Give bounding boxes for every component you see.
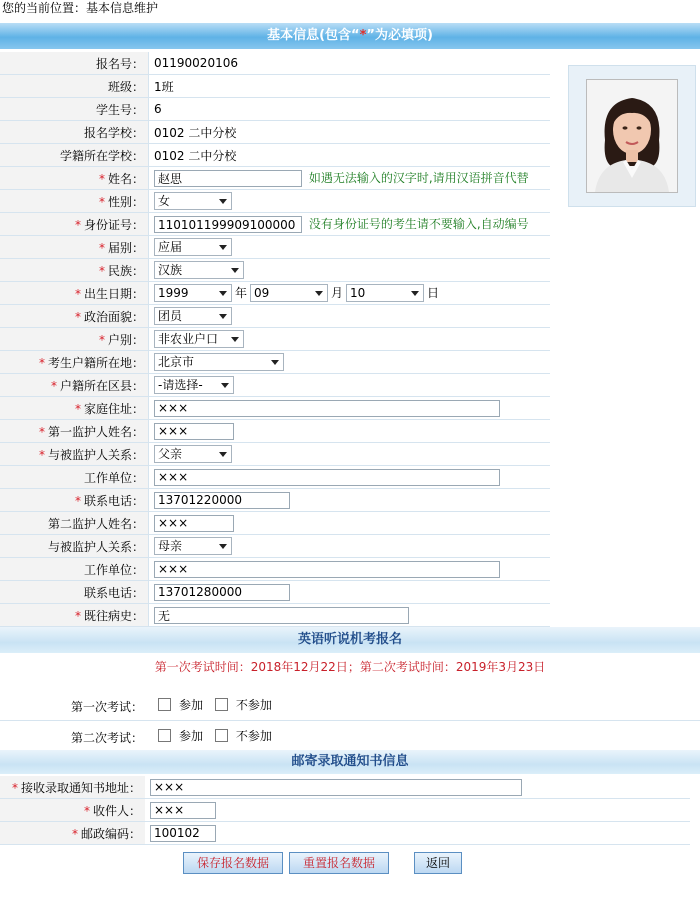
save-button[interactable]: 保存报名数据 — [183, 852, 283, 874]
chevron-down-icon — [271, 360, 279, 365]
guardian2-relation-value: 母亲 — [158, 539, 183, 553]
required-star: * — [38, 424, 45, 439]
label-medical-history-text: 既往病史： — [83, 608, 144, 623]
chevron-down-icon — [231, 337, 239, 342]
cell-id-number — [149, 213, 551, 236]
gender-select[interactable] — [154, 192, 232, 210]
required-star: * — [38, 447, 45, 462]
cell-household-location — [149, 351, 551, 374]
ethnicity-select-value: 汉族 — [158, 263, 183, 277]
row-student-number — [0, 98, 550, 121]
label-guardian2-phone: 联系电话： — [0, 581, 149, 604]
row-class — [0, 75, 550, 98]
label-home-address-text: 家庭住址： — [83, 401, 144, 416]
guardian1-phone-input[interactable] — [154, 492, 290, 509]
chevron-down-icon — [219, 544, 227, 549]
name-hint: 如遇无法输入的汉字时,请用汉语拼音代替 — [308, 171, 529, 185]
label-household-location-text: 考生户籍所在地： — [47, 355, 144, 370]
cell-guardian1-phone — [149, 489, 551, 512]
exam2-row — [0, 721, 700, 752]
required-star: * — [74, 286, 81, 301]
guardian1-name-input[interactable] — [154, 423, 234, 440]
row-birthdate — [0, 282, 550, 305]
household-type-value: 非农业户口 — [158, 332, 219, 346]
reset-button[interactable]: 重置报名数据 — [289, 852, 389, 874]
cell-guardian1-name — [149, 420, 551, 443]
exam2-join-label: 参加 — [179, 729, 204, 743]
label-enrolled-school: 学籍所在学校： — [0, 144, 149, 167]
exam2-skip-label: 不参加 — [235, 729, 272, 743]
gender-select-value: 女 — [158, 194, 171, 208]
exam2-skip-checkbox[interactable] — [215, 729, 228, 742]
row-household-location — [0, 351, 550, 374]
label-registration-number: 报名号： — [0, 52, 149, 75]
label-recipient-text: 收件人： — [92, 803, 141, 818]
row-registration-school — [0, 121, 550, 144]
row-name — [0, 167, 550, 190]
guardian2-relation-select[interactable] — [154, 537, 232, 555]
cell-medical-history — [149, 604, 551, 627]
portrait-image — [587, 80, 677, 192]
required-star: * — [38, 355, 45, 370]
label-birthdate-text: 出生日期： — [83, 286, 144, 301]
label-household-location — [0, 351, 149, 374]
row-guardian2-employer — [0, 558, 550, 581]
row-id-number — [0, 213, 550, 236]
row-medical-history — [0, 604, 550, 627]
birth-year-value: 1999 — [158, 286, 189, 301]
cell-guardian2-relation — [149, 535, 551, 558]
breadcrumb — [0, 0, 700, 20]
label-ethnicity-text: 民族： — [107, 263, 144, 278]
chevron-down-icon — [219, 199, 227, 204]
year-unit: 年 — [235, 285, 248, 300]
exam1-skip-checkbox[interactable] — [215, 698, 228, 711]
exam-dates-info: 第一次考试时间：2018年12月22日；第二次考试时间：2019年3月23日 — [154, 660, 546, 674]
cell-guardian1-employer — [149, 466, 551, 489]
exam1-skip-label: 不参加 — [235, 698, 272, 712]
mail-address-input[interactable] — [150, 779, 522, 796]
postcode-input[interactable] — [150, 825, 216, 842]
session-select-value: 应届 — [158, 240, 183, 254]
label-guardian2-name: 第二监护人姓名： — [0, 512, 149, 535]
guardian1-employer-input[interactable] — [154, 469, 500, 486]
row-registration-number — [0, 52, 550, 75]
label-guardian1-phone-text: 联系电话： — [83, 493, 144, 508]
chevron-down-icon — [221, 383, 229, 388]
label-name — [0, 167, 149, 190]
medical-history-input[interactable] — [154, 607, 409, 624]
row-session — [0, 236, 550, 259]
chevron-down-icon — [231, 268, 239, 273]
row-ethnicity — [0, 259, 550, 282]
birth-month-value: 09 — [254, 286, 270, 301]
exam1-row — [0, 690, 700, 721]
exam1-options — [158, 696, 280, 713]
label-postcode-text: 邮政编码： — [80, 826, 141, 841]
required-star: * — [98, 171, 105, 186]
cell-guardian2-employer — [149, 558, 551, 581]
label-guardian1-relation-text: 与被监护人关系： — [47, 447, 144, 462]
section-title-suffix: ”为必填项) — [366, 28, 433, 43]
guardian2-employer-input[interactable] — [154, 561, 500, 578]
guardian2-name-input[interactable] — [154, 515, 234, 532]
required-star: * — [74, 401, 81, 416]
label-session-text: 届别： — [107, 240, 144, 255]
label-home-address — [0, 397, 149, 420]
name-input[interactable] — [154, 170, 302, 187]
section-title-prefix: 基本信息(包含“ — [267, 28, 360, 43]
label-recipient — [0, 799, 145, 822]
ethnicity-select[interactable] — [154, 261, 244, 279]
label-household-district — [0, 374, 149, 397]
cell-political-status — [149, 305, 551, 328]
required-star: * — [74, 217, 81, 232]
label-mail-address-text: 接收录取通知书地址： — [20, 780, 141, 795]
household-district-value: -请选择- — [158, 378, 203, 392]
label-id-number-text: 身份证号： — [83, 217, 144, 232]
exam1-label: 第一次考试： — [70, 700, 143, 714]
section-english-exam-header: 英语听说机考报名 — [0, 627, 700, 653]
guardian1-relation-value: 父亲 — [158, 447, 183, 461]
household-location-value: 北京市 — [158, 355, 195, 369]
birth-day-value: 10 — [350, 286, 366, 301]
value-enrolled-school: 0102 二中分校 — [149, 144, 551, 167]
row-recipient — [0, 799, 690, 822]
cell-household-type — [149, 328, 551, 351]
label-political-status-text: 政治面貌： — [83, 309, 144, 324]
required-star: * — [74, 493, 81, 508]
cell-birthdate — [149, 282, 551, 305]
value-registration-number: 01190020106 — [149, 52, 551, 75]
breadcrumb-text: 您的当前位置：基本信息维护 — [2, 1, 159, 15]
cell-guardian1-relation — [149, 443, 551, 466]
label-gender-text: 性别： — [107, 194, 144, 209]
row-political-status — [0, 305, 550, 328]
required-star: * — [83, 803, 90, 818]
photo-panel — [568, 65, 696, 207]
row-guardian1-employer — [0, 466, 550, 489]
cell-recipient — [145, 799, 690, 822]
label-registration-school: 报名学校： — [0, 121, 149, 144]
label-guardian1-relation — [0, 443, 149, 466]
cell-session — [149, 236, 551, 259]
required-star: * — [11, 780, 18, 795]
row-gender — [0, 190, 550, 213]
guardian1-relation-select[interactable] — [154, 445, 232, 463]
cell-household-district — [149, 374, 551, 397]
exam2-options — [158, 727, 280, 744]
required-star: * — [98, 263, 105, 278]
label-mail-address — [0, 776, 145, 799]
cell-ethnicity — [149, 259, 551, 282]
label-guardian2-relation: 与被监护人关系： — [0, 535, 149, 558]
exam2-join-checkbox[interactable] — [158, 729, 171, 742]
label-class: 班级： — [0, 75, 149, 98]
section-basic-info-header — [0, 23, 700, 49]
cell-gender — [149, 190, 551, 213]
row-household-district — [0, 374, 550, 397]
chevron-down-icon — [219, 245, 227, 250]
session-select[interactable] — [154, 238, 232, 256]
label-guardian1-phone — [0, 489, 149, 512]
label-political-status — [0, 305, 149, 328]
label-session — [0, 236, 149, 259]
birth-month-select[interactable] — [250, 284, 328, 302]
row-mail-address — [0, 776, 690, 799]
exam1-join-checkbox[interactable] — [158, 698, 171, 711]
required-star: * — [98, 332, 105, 347]
action-buttons — [0, 852, 700, 876]
row-home-address — [0, 397, 550, 420]
value-registration-school: 0102 二中分校 — [149, 121, 551, 144]
label-ethnicity — [0, 259, 149, 282]
chevron-down-icon — [411, 291, 419, 296]
label-guardian1-name — [0, 420, 149, 443]
exam2-label: 第二次考试： — [70, 731, 143, 745]
label-medical-history — [0, 604, 149, 627]
required-star: * — [74, 309, 81, 324]
label-guardian2-employer: 工作单位： — [0, 558, 149, 581]
cell-mail-address — [145, 776, 690, 799]
student-photo — [586, 79, 678, 193]
label-guardian1-employer: 工作单位： — [0, 466, 149, 489]
required-star: * — [98, 240, 105, 255]
label-birthdate — [0, 282, 149, 305]
mail-info-form — [0, 776, 690, 845]
chevron-down-icon — [219, 314, 227, 319]
household-location-select[interactable] — [154, 353, 284, 371]
household-district-select[interactable] — [154, 376, 234, 394]
row-guardian1-name — [0, 420, 550, 443]
political-status-value: 团员 — [158, 309, 183, 323]
value-class: 1班 — [149, 75, 551, 98]
required-star: * — [74, 608, 81, 623]
required-star: * — [71, 826, 78, 841]
cell-guardian2-name — [149, 512, 551, 535]
guardian2-phone-input[interactable] — [154, 584, 290, 601]
chevron-down-icon — [219, 291, 227, 296]
exam1-join-label: 参加 — [179, 698, 204, 712]
recipient-input[interactable] — [150, 802, 216, 819]
row-guardian2-relation — [0, 535, 550, 558]
day-unit: 日 — [427, 285, 440, 300]
label-guardian1-name-text: 第一监护人姓名： — [47, 424, 144, 439]
label-id-number — [0, 213, 149, 236]
birth-year-select[interactable] — [154, 284, 232, 302]
basic-info-form — [0, 52, 550, 627]
birth-day-select[interactable] — [346, 284, 424, 302]
id-number-input[interactable] — [154, 216, 302, 233]
id-number-hint: 没有身份证号的考生请不要输入,自动编号 — [308, 217, 529, 231]
row-postcode — [0, 822, 690, 845]
required-star: * — [50, 378, 57, 393]
row-guardian2-phone — [0, 581, 550, 604]
cell-home-address — [149, 397, 551, 420]
cell-postcode — [145, 822, 690, 845]
label-household-type — [0, 328, 149, 351]
back-button[interactable]: 返回 — [414, 852, 462, 874]
label-household-type-text: 户别： — [107, 332, 144, 347]
row-household-type — [0, 328, 550, 351]
section-mail-header: 邮寄录取通知书信息 — [0, 750, 700, 774]
home-address-input[interactable] — [154, 400, 500, 417]
row-guardian1-relation — [0, 443, 550, 466]
label-gender — [0, 190, 149, 213]
required-star: * — [359, 28, 367, 43]
required-star: * — [98, 194, 105, 209]
label-name-text: 姓名： — [107, 171, 144, 186]
chevron-down-icon — [315, 291, 323, 296]
political-status-select[interactable] — [154, 307, 232, 325]
row-guardian1-phone — [0, 489, 550, 512]
label-postcode — [0, 822, 145, 845]
row-enrolled-school — [0, 144, 550, 167]
label-household-district-text: 户籍所在区县： — [59, 378, 144, 393]
label-student-number: 学生号： — [0, 98, 149, 121]
chevron-down-icon — [219, 452, 227, 457]
month-unit: 月 — [331, 285, 344, 300]
row-guardian2-name — [0, 512, 550, 535]
value-student-number: 6 — [149, 98, 551, 121]
household-type-select[interactable] — [154, 330, 244, 348]
cell-name — [149, 167, 551, 190]
cell-guardian2-phone — [149, 581, 551, 604]
